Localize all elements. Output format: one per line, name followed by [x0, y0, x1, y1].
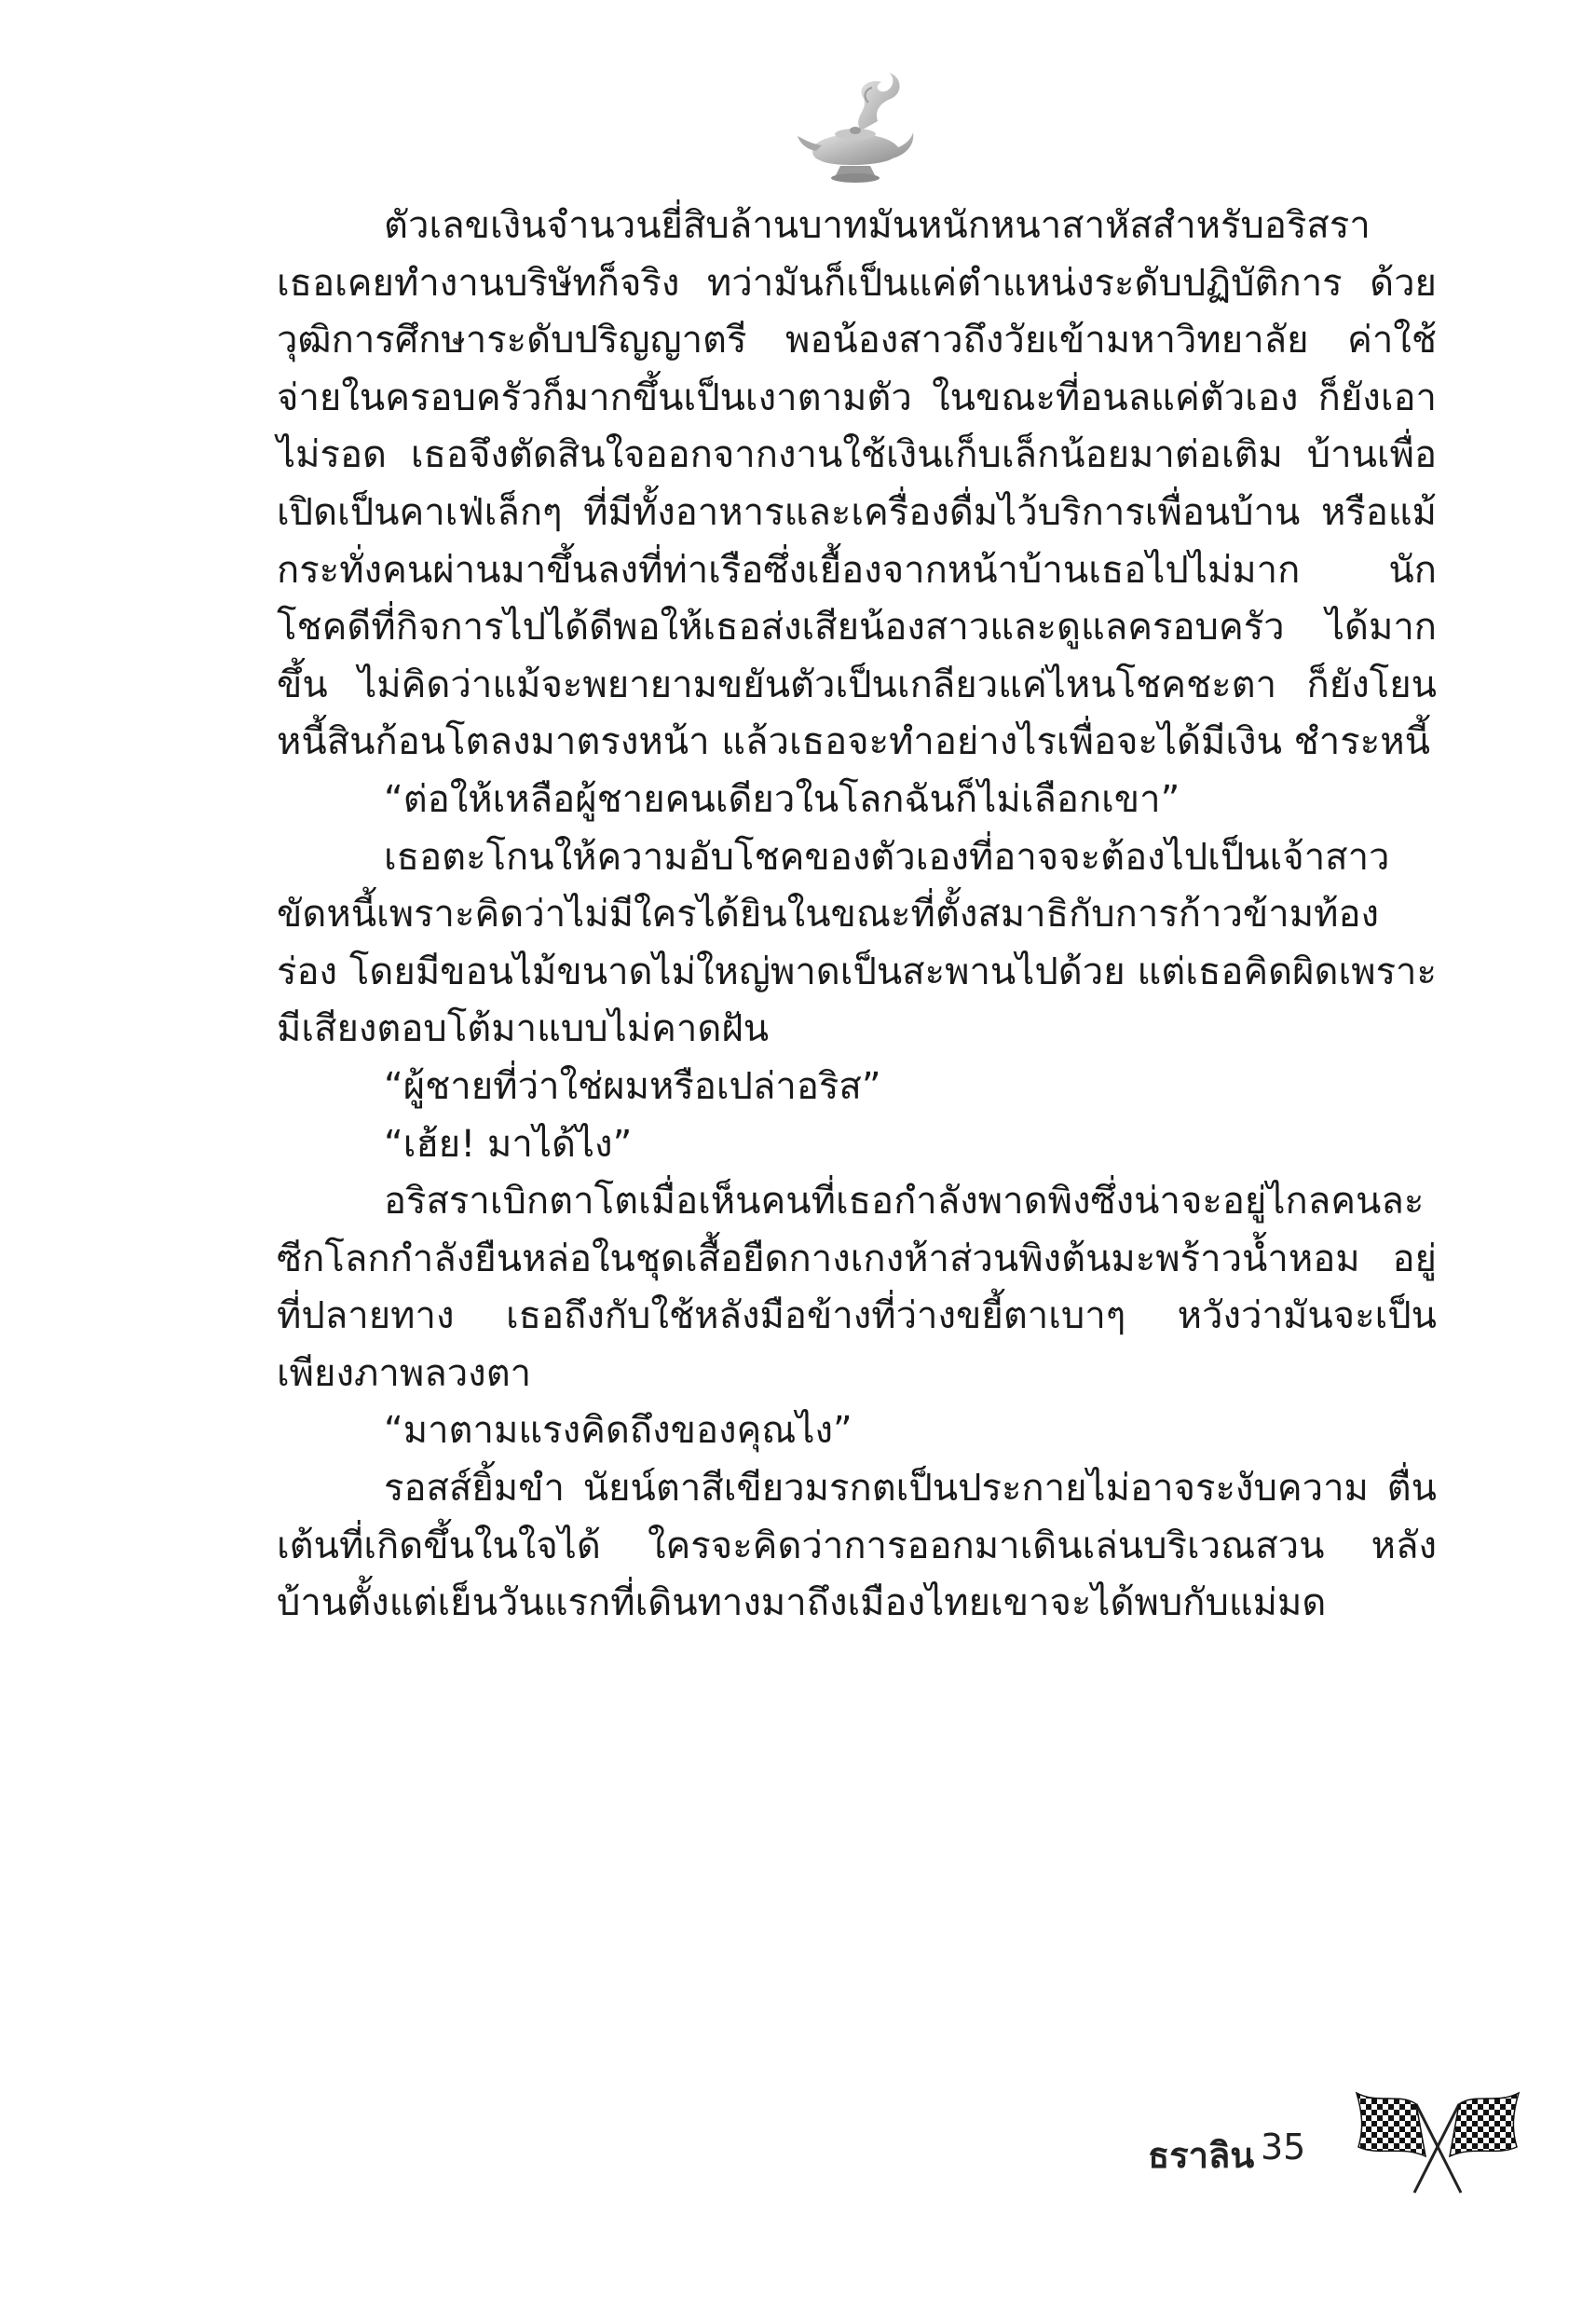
paragraph-8: รอสส์ยิ้มขำ นัยน์ตาสีเขียวมรกตเป็นประกายไม่อาจระงับความ ตื่นเต้นที่เกิดขึ้นในใจได้ ใครจะคิดว่าการออกมาเดินเล่นบริเวณสวน หลังบ้านตั้งแต่เย็นวันแรกที่เดินทางมาถึงเมืองไทยเขาจะได้พบกับแม่มด: [277, 1467, 1437, 1625]
paragraph-7-dialogue: “มาตามแรงคิดถึงของคุณไง”: [384, 1409, 853, 1453]
page-number: 35: [1261, 2126, 1306, 2167]
footer-author: ธราลิน: [1148, 2135, 1255, 2176]
paragraph-2-dialogue: “ต่อให้เหลือผู้ชายคนเดียวในโลกฉันก็ไม่เลือกเขา”: [384, 777, 1180, 821]
checkered-flags-icon: [1349, 2076, 1526, 2197]
paragraph-5-dialogue: “เฮ้ย! มาได้ไง”: [384, 1122, 633, 1166]
body-text: [277, 198, 1437, 1633]
paragraph-1: ตัวเลขเงินจำนวนยี่สิบล้านบาทมันหนักหนาสาหัสสำหรับอริสรา เธอเคยทำงานบริษัทก็จริง ทว่ามันก็เป็นแค่ตำแหน่งระดับปฏิบัติการ ด้วยวุฒิการศึกษาระดับปริญญาตรี พอน้องสาวถึงวัยเข้ามหาวิทยาลัย ค่าใช้จ่ายในครอบครัวก็มากขึ้นเป็นเงาตามตัว ในขณะที่อนลแค่ตัวเอง ก็ยังเอาไม่รอด เธอจึงตัดสินใจออกจากงานใช้เงินเก็บเล็กน้อยมาต่อเติม บ้านเพื่อเปิดเป็นคาเฟ่เล็กๆ ที่มีทั้งอาหารและเครื่องดื่มไว้บริการเพื่อนบ้าน หรือแม้กระทั่งคนผ่านมาขึ้นลงที่ท่าเรือซึ่งเยื้องจากหน้าบ้านเธอไปไม่มาก นัก โชคดีที่กิจการไปได้ดีพอให้เธอส่งเสียน้องสาวและดูแลครอบครัว ได้มากขึ้น ไม่คิดว่าแม้จะพยายามขยันตัวเป็นเกลียวแค่ไหนโชคชะตา ก็ยังโยนหนี้สินก้อนโตลงมาตรงหน้า แล้วเธอจะทำอย่างไรเพื่อจะได้มีเงิน ชำระหนี้: [277, 204, 1437, 764]
paragraph-4-dialogue: “ผู้ชายที่ว่าใช่ผมหรือเปล่าอริส”: [384, 1064, 881, 1108]
magic-lamp-icon: [796, 65, 917, 186]
paragraph-6: อริสราเบิกตาโตเมื่อเห็นคนที่เธอกำลังพาดพิงซึ่งน่าจะอยู่ไกลคนละ ซีกโลกกำลังยืนหล่อในชุดเสื้อยืดกางเกงห้าส่วนพิงต้นมะพร้าวน้ำหอม อยู่ที่ปลายทาง เธอถึงกับใช้หลังมือข้างที่ว่างขยี้ตาเบาๆ หวังว่ามันจะเป็น เพียงภาพลวงตา: [277, 1180, 1437, 1395]
paragraph-3: เธอตะโกนให้ความอับโชคของตัวเองที่อาจจะต้องไปเป็นเจ้าสาว ขัดหนี้เพราะคิดว่าไม่มีใครได้ยินในขณะที่ตั้งสมาธิกับการก้าวข้ามท้องร่อง โดยมีขอนไม้ขนาดไม่ใหญ่พาดเป็นสะพานไปด้วย แต่เธอคิดผิดเพราะ มีเสียงตอบโต้มาแบบไม่คาดฝัน: [277, 835, 1437, 1051]
